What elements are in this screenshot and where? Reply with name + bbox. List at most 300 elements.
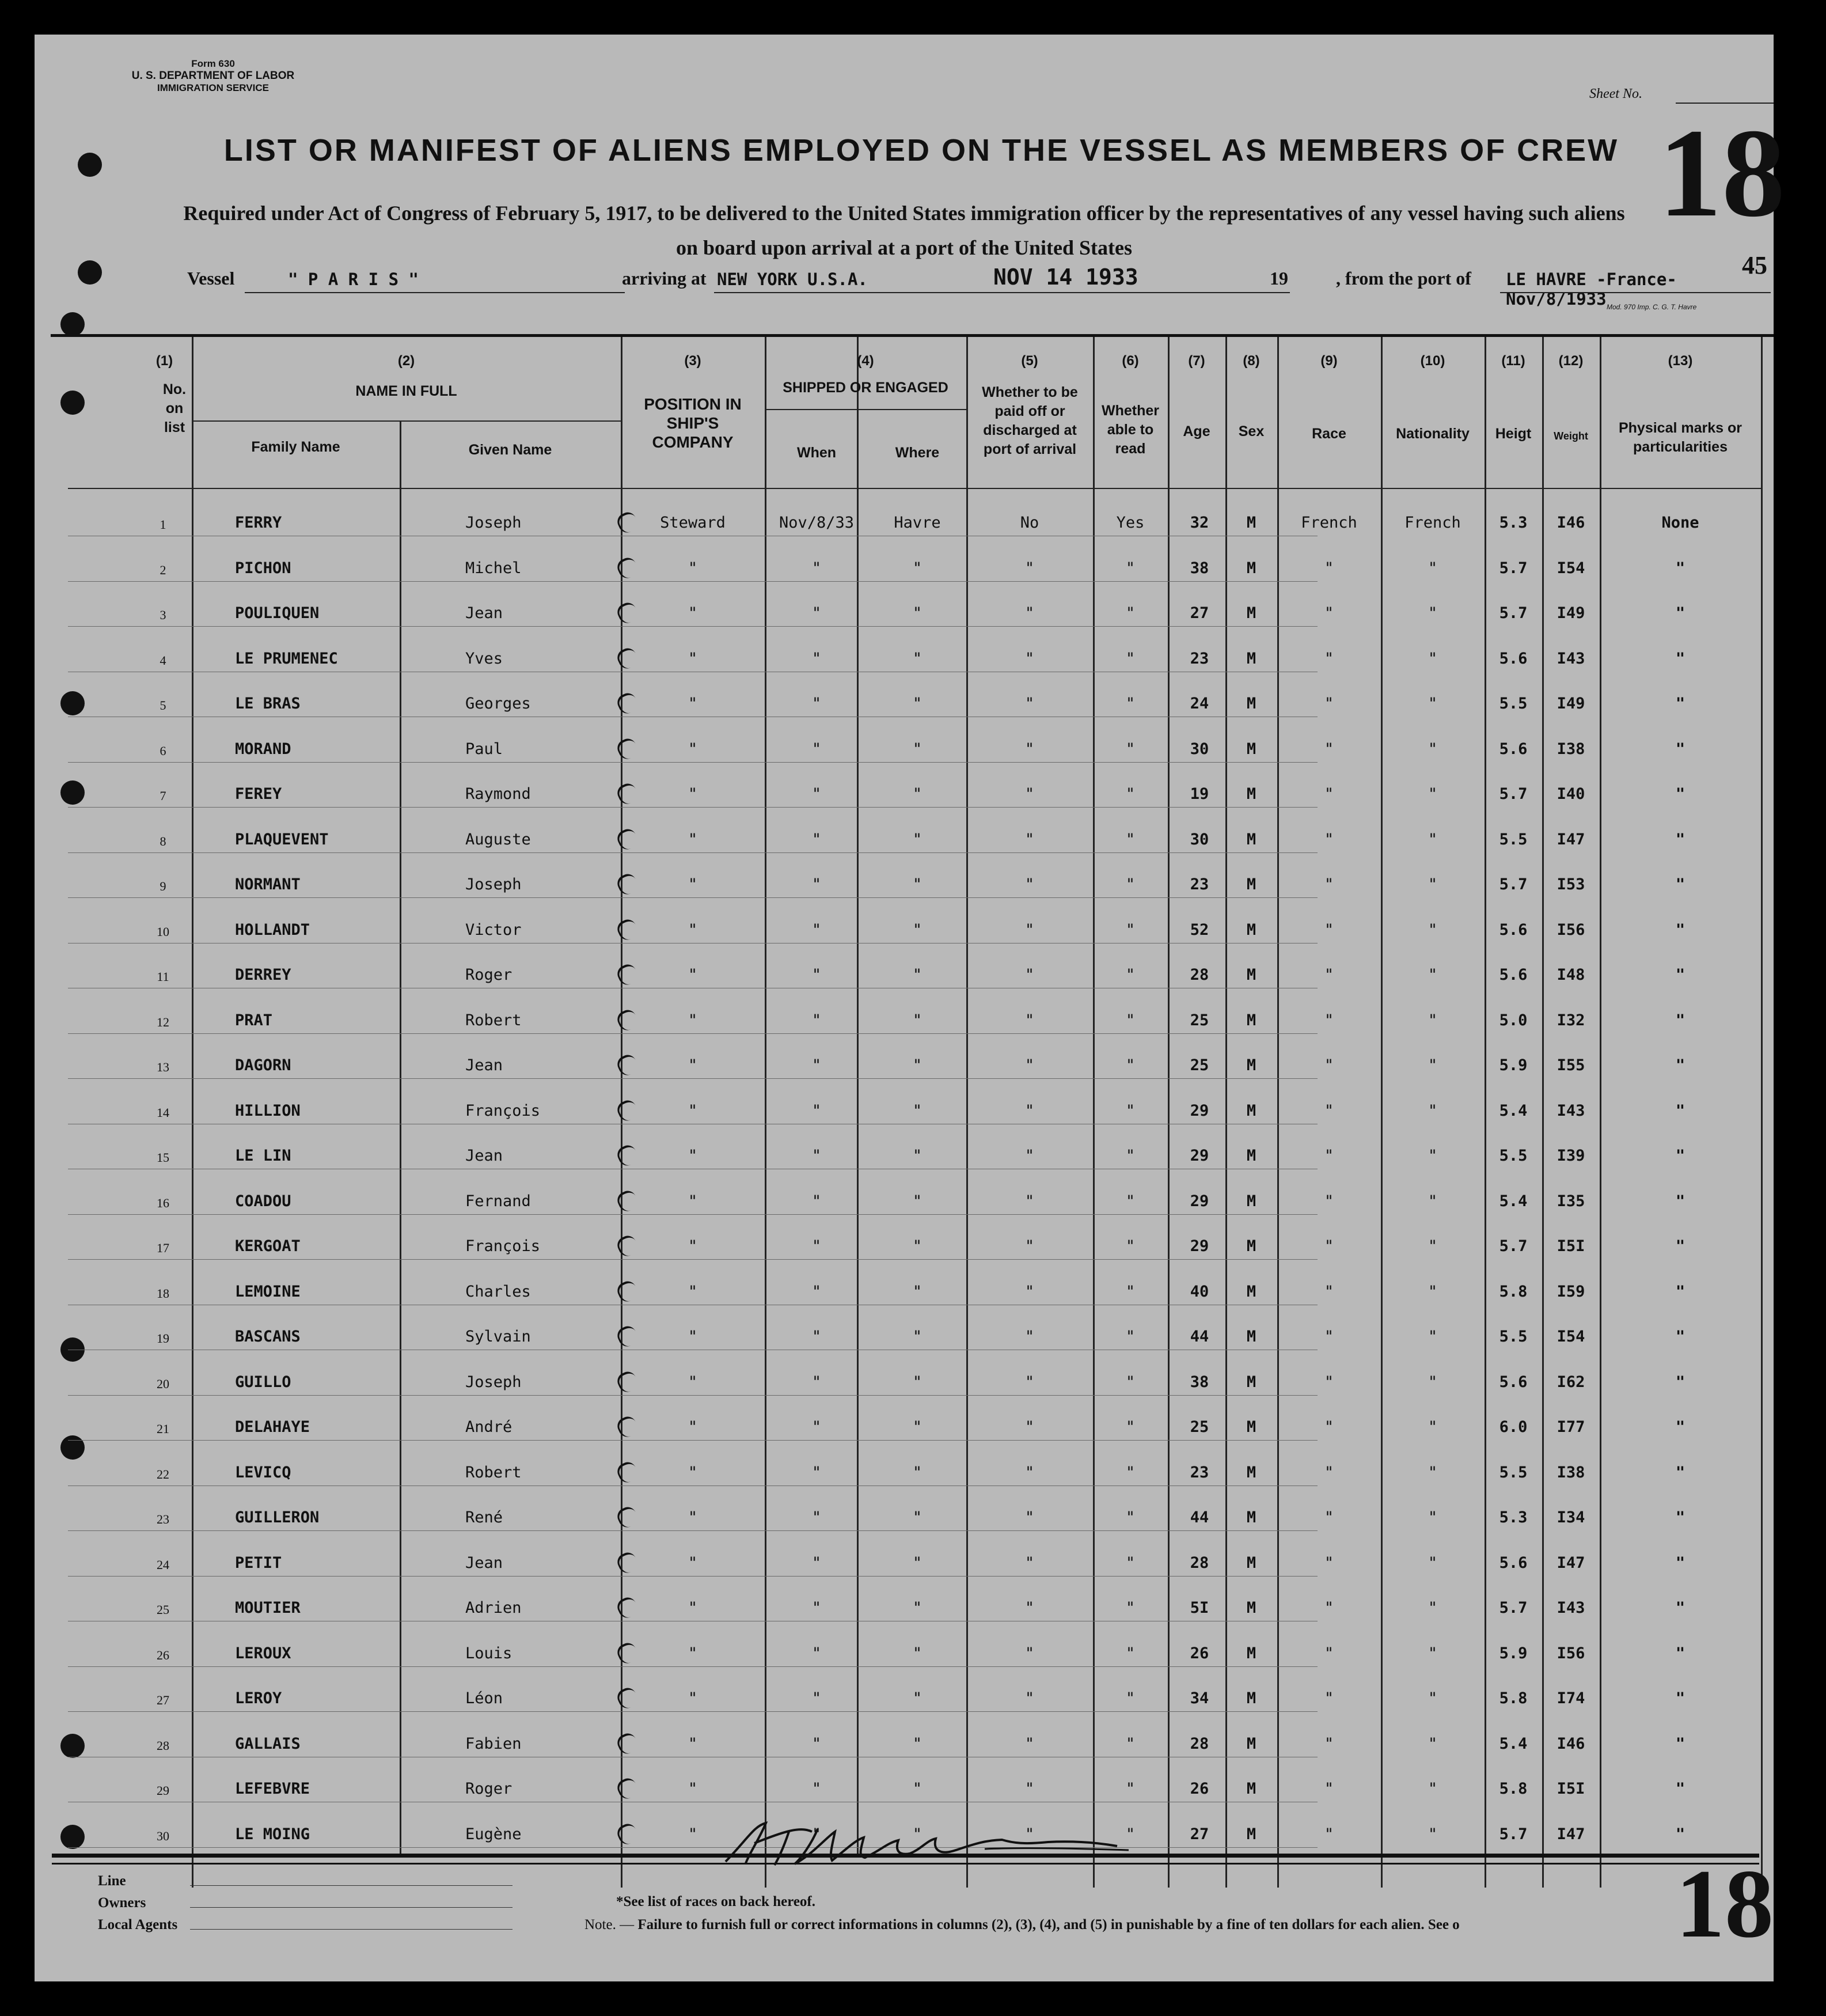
cell-position: " bbox=[688, 1463, 698, 1481]
year-label: 19 bbox=[1270, 268, 1288, 289]
cell-given: Fernand bbox=[465, 1192, 531, 1210]
cell-given: Raymond bbox=[465, 785, 531, 803]
cell-read: " bbox=[1125, 966, 1136, 984]
cell-family: HILLION bbox=[235, 1101, 301, 1120]
cell-marks: " bbox=[1675, 1780, 1685, 1798]
cell-race: " bbox=[1324, 1509, 1334, 1526]
cell-given: Jean bbox=[465, 1553, 503, 1572]
col-8-number: (8) bbox=[1243, 353, 1260, 369]
cell-family: BASCANS bbox=[235, 1328, 301, 1346]
cell-position: " bbox=[688, 1734, 698, 1753]
cell-no: 25 bbox=[157, 1602, 169, 1617]
cell-read: " bbox=[1125, 695, 1136, 713]
cell-nationality: " bbox=[1428, 876, 1438, 893]
cell-no: 19 bbox=[157, 1331, 169, 1346]
cell-where: " bbox=[912, 1780, 923, 1798]
cell-marks: " bbox=[1675, 1734, 1685, 1753]
cell-given: Yves bbox=[465, 649, 503, 668]
cell-weight: I59 bbox=[1557, 1282, 1585, 1301]
cell-height: 5.7 bbox=[1499, 785, 1528, 803]
col-2-number: (2) bbox=[397, 353, 415, 369]
cell-weight: I55 bbox=[1557, 1056, 1585, 1074]
binder-hole bbox=[60, 312, 85, 336]
cell-paid-off: " bbox=[1024, 649, 1035, 668]
cell-weight: I5I bbox=[1557, 1780, 1585, 1798]
cell-when: " bbox=[811, 1056, 822, 1074]
cell-paid-off: " bbox=[1024, 920, 1035, 939]
cell-height: 5.7 bbox=[1499, 1825, 1528, 1843]
cell-where: " bbox=[912, 830, 923, 848]
cell-read: " bbox=[1125, 1056, 1136, 1074]
cell-position: " bbox=[688, 1599, 698, 1617]
cell-family: KERGOAT bbox=[235, 1237, 301, 1255]
cell-sex: M bbox=[1246, 1780, 1256, 1798]
cell-nationality: " bbox=[1428, 604, 1438, 622]
cell-where: " bbox=[912, 1509, 923, 1526]
cell-no: 26 bbox=[157, 1647, 169, 1662]
cell-nationality: French bbox=[1404, 514, 1461, 532]
cell-sex: M bbox=[1246, 920, 1256, 939]
header-no-on-list: No. on list bbox=[162, 381, 187, 435]
cell-where: " bbox=[912, 1328, 923, 1346]
cell-family: FEREY bbox=[235, 785, 282, 803]
cell-nationality: " bbox=[1428, 1282, 1438, 1301]
cell-family: LE PRUMENEC bbox=[235, 649, 338, 668]
arrival-date-stamp: NOV 14 1933 bbox=[993, 264, 1138, 290]
cell-height: 5.5 bbox=[1499, 1463, 1528, 1481]
cell-no: 30 bbox=[157, 1828, 169, 1843]
cell-weight: I40 bbox=[1557, 785, 1585, 803]
col-12-number: (12) bbox=[1558, 353, 1584, 369]
cell-when: " bbox=[811, 1011, 822, 1029]
cell-sex: M bbox=[1246, 1282, 1256, 1301]
cell-where: " bbox=[912, 1237, 923, 1255]
cell-race: " bbox=[1324, 740, 1334, 758]
cell-sex: M bbox=[1246, 1734, 1256, 1753]
row-rule bbox=[68, 1711, 1318, 1712]
cell-sex: M bbox=[1246, 1192, 1256, 1210]
cell-age: 27 bbox=[1190, 1825, 1209, 1843]
cell-read: " bbox=[1125, 740, 1136, 758]
row-rule bbox=[68, 1666, 1318, 1667]
cell-given: Georges bbox=[465, 695, 531, 713]
cell-no: 13 bbox=[157, 1060, 169, 1074]
cell-weight: I38 bbox=[1557, 740, 1585, 758]
cell-race: " bbox=[1324, 1463, 1334, 1481]
cell-age: 24 bbox=[1190, 695, 1209, 713]
cell-age: 28 bbox=[1190, 966, 1209, 984]
cell-sex: M bbox=[1246, 1328, 1256, 1346]
row-rule bbox=[68, 1530, 1318, 1531]
cell-nationality: " bbox=[1428, 740, 1438, 758]
cell-when: " bbox=[811, 785, 822, 803]
cell-weight: I43 bbox=[1557, 1599, 1585, 1617]
cell-no: 6 bbox=[160, 743, 166, 758]
cell-marks: " bbox=[1675, 1689, 1685, 1707]
col-7-number: (7) bbox=[1188, 353, 1205, 369]
cell-position: " bbox=[688, 559, 698, 577]
cell-position: " bbox=[688, 1553, 698, 1572]
cell-race: " bbox=[1324, 559, 1334, 577]
cell-race: " bbox=[1324, 1147, 1334, 1165]
cell-height: 5.5 bbox=[1499, 695, 1528, 713]
cell-where: " bbox=[912, 559, 923, 577]
cell-family: FERRY bbox=[235, 514, 282, 532]
cell-weight: I47 bbox=[1557, 1825, 1585, 1843]
cell-read: " bbox=[1125, 1328, 1136, 1346]
row-rule bbox=[68, 897, 1318, 898]
cell-given: Fabien bbox=[465, 1734, 522, 1753]
sheet-label: Sheet No. bbox=[1589, 86, 1642, 101]
form-identifier bbox=[86, 58, 340, 94]
cell-position: " bbox=[688, 966, 698, 984]
cell-given: François bbox=[465, 1101, 541, 1120]
cell-read: " bbox=[1125, 559, 1136, 577]
cell-where: " bbox=[912, 1825, 923, 1843]
cell-race: " bbox=[1324, 1553, 1334, 1572]
cell-weight: I48 bbox=[1557, 966, 1585, 984]
cell-paid-off: " bbox=[1024, 559, 1035, 577]
cell-nationality: " bbox=[1428, 559, 1438, 577]
cell-weight: I54 bbox=[1557, 1328, 1585, 1346]
cell-given: Michel bbox=[465, 559, 522, 577]
cell-nationality: " bbox=[1428, 1147, 1438, 1165]
cell-given: Louis bbox=[465, 1644, 513, 1662]
cell-nationality: " bbox=[1428, 1373, 1438, 1391]
cell-paid-off: " bbox=[1024, 1011, 1035, 1029]
cell-family: GUILLO bbox=[235, 1373, 291, 1391]
cell-no: 2 bbox=[160, 562, 166, 577]
cell-paid-off: " bbox=[1024, 830, 1035, 848]
cell-when: " bbox=[811, 876, 822, 893]
cell-race: " bbox=[1324, 1373, 1334, 1391]
cell-sex: M bbox=[1246, 514, 1256, 532]
cell-no: 14 bbox=[157, 1105, 169, 1120]
printer-mark: Mod. 970 Imp. C. G. T. Havre bbox=[1607, 303, 1697, 311]
cell-family: LEROY bbox=[235, 1689, 282, 1707]
row-rule bbox=[68, 1033, 1318, 1034]
cell-given: Eugène bbox=[465, 1825, 522, 1843]
cell-paid-off: " bbox=[1024, 1553, 1035, 1572]
cell-family: PLAQUEVENT bbox=[235, 830, 329, 848]
cell-race: " bbox=[1324, 966, 1334, 984]
cell-sex: M bbox=[1246, 559, 1256, 577]
cell-family: MOUTIER bbox=[235, 1599, 301, 1617]
cell-position: " bbox=[688, 1237, 698, 1255]
col-3-number: (3) bbox=[684, 353, 701, 369]
cell-sex: M bbox=[1246, 1644, 1256, 1662]
cell-nationality: " bbox=[1428, 1599, 1438, 1617]
cell-age: 19 bbox=[1190, 785, 1209, 803]
cell-sex: M bbox=[1246, 785, 1256, 803]
cell-where: " bbox=[912, 604, 923, 622]
cell-paid-off: " bbox=[1024, 1101, 1035, 1120]
cell-marks: " bbox=[1675, 1282, 1685, 1301]
cell-given: Victor bbox=[465, 920, 522, 939]
cell-height: 5.6 bbox=[1499, 649, 1528, 668]
cell-race: " bbox=[1324, 876, 1334, 893]
cell-nationality: " bbox=[1428, 830, 1438, 848]
cell-position: " bbox=[688, 695, 698, 713]
col-1-number: (1) bbox=[155, 353, 173, 369]
cell-marks: " bbox=[1675, 1011, 1685, 1029]
cell-given: Joseph bbox=[465, 514, 522, 532]
cell-when: " bbox=[811, 1237, 822, 1255]
cell-where: " bbox=[912, 1689, 923, 1707]
cell-no: 24 bbox=[157, 1557, 169, 1572]
cell-when: " bbox=[811, 1780, 822, 1798]
cell-nationality: " bbox=[1428, 1553, 1438, 1572]
col-10-number: (10) bbox=[1420, 353, 1445, 369]
cell-height: 5.0 bbox=[1499, 1011, 1528, 1029]
cell-nationality: " bbox=[1428, 1780, 1438, 1798]
cell-age: 34 bbox=[1190, 1689, 1209, 1707]
cell-age: 28 bbox=[1190, 1734, 1209, 1753]
col-4-number: (4) bbox=[857, 353, 874, 369]
row-rule bbox=[68, 1259, 1318, 1260]
cell-when: " bbox=[811, 1373, 822, 1391]
col-11-number: (11) bbox=[1501, 353, 1525, 369]
cell-when: " bbox=[811, 1599, 822, 1617]
cell-age: 38 bbox=[1190, 1373, 1209, 1391]
cell-marks: " bbox=[1675, 1328, 1685, 1346]
cell-given: Joseph bbox=[465, 876, 522, 893]
cell-height: 5.7 bbox=[1499, 1237, 1528, 1255]
cell-position: " bbox=[688, 1644, 698, 1662]
cell-nationality: " bbox=[1428, 1509, 1438, 1526]
subtitle-line-2: on board upon arrival at a port of the United States bbox=[675, 236, 1133, 259]
row-rule bbox=[68, 1395, 1318, 1396]
cell-where: " bbox=[912, 876, 923, 893]
cell-where: " bbox=[912, 785, 923, 803]
cell-given: Jean bbox=[465, 604, 503, 622]
cell-family: LE BRAS bbox=[235, 695, 301, 713]
cell-marks: " bbox=[1675, 966, 1685, 984]
cell-no: 20 bbox=[157, 1376, 169, 1391]
cell-family: DELAHAYE bbox=[235, 1418, 310, 1436]
cell-nationality: " bbox=[1428, 1418, 1438, 1436]
cell-read: Yes bbox=[1116, 514, 1145, 532]
vessel-label: Vessel bbox=[187, 268, 235, 289]
cell-nationality: " bbox=[1428, 1101, 1438, 1120]
cell-weight: I46 bbox=[1557, 514, 1585, 532]
footer-agents-label: Local Agents bbox=[98, 1917, 178, 1932]
cell-weight: I39 bbox=[1557, 1147, 1585, 1165]
cell-age: 27 bbox=[1190, 604, 1209, 622]
cell-age: 26 bbox=[1190, 1780, 1209, 1798]
cell-no: 28 bbox=[157, 1738, 169, 1753]
cell-sex: M bbox=[1246, 1418, 1256, 1436]
cell-height: 5.4 bbox=[1499, 1734, 1528, 1753]
cell-paid-off: " bbox=[1024, 1734, 1035, 1753]
cell-sex: M bbox=[1246, 966, 1256, 984]
cell-marks: " bbox=[1675, 559, 1685, 577]
cell-nationality: " bbox=[1428, 1237, 1438, 1255]
cell-age: 32 bbox=[1190, 514, 1209, 532]
row-rule bbox=[68, 1576, 1318, 1577]
row-rule bbox=[68, 626, 1318, 627]
cell-height: 5.7 bbox=[1499, 604, 1528, 622]
cell-paid-off: " bbox=[1024, 1147, 1035, 1165]
row-rule bbox=[68, 1078, 1318, 1079]
cell-marks: " bbox=[1675, 1056, 1685, 1074]
header-able-to-read: Whether able to read bbox=[1102, 403, 1159, 457]
cell-read: " bbox=[1125, 1237, 1136, 1255]
cell-position: " bbox=[688, 876, 698, 893]
cell-height: 5.4 bbox=[1499, 1192, 1528, 1210]
cell-weight: I62 bbox=[1557, 1373, 1585, 1391]
cell-height: 5.3 bbox=[1499, 1509, 1528, 1526]
cell-race: " bbox=[1324, 1644, 1334, 1662]
cell-when: " bbox=[811, 966, 822, 984]
cell-marks: " bbox=[1675, 1192, 1685, 1210]
service-name: IMMIGRATION SERVICE bbox=[157, 82, 269, 93]
cell-sex: M bbox=[1246, 830, 1256, 848]
cell-read: " bbox=[1125, 1599, 1136, 1617]
header-height: Heigt bbox=[1495, 426, 1532, 442]
cell-when: " bbox=[811, 1418, 822, 1436]
cell-family: PETIT bbox=[235, 1553, 282, 1572]
col-9-number: (9) bbox=[1320, 353, 1338, 369]
cell-position: " bbox=[688, 1101, 698, 1120]
cell-marks: " bbox=[1675, 1418, 1685, 1436]
cell-weight: I54 bbox=[1557, 559, 1585, 577]
cell-race: " bbox=[1324, 695, 1334, 713]
cell-when: " bbox=[811, 1328, 822, 1346]
cell-read: " bbox=[1125, 1418, 1136, 1436]
cell-read: " bbox=[1125, 785, 1136, 803]
cell-when: " bbox=[811, 830, 822, 848]
cell-where: " bbox=[912, 1463, 923, 1481]
cell-read: " bbox=[1125, 1147, 1136, 1165]
cell-read: " bbox=[1125, 1689, 1136, 1707]
cell-where: " bbox=[912, 1599, 923, 1617]
cell-no: 29 bbox=[157, 1783, 169, 1798]
binder-hole bbox=[78, 153, 102, 177]
cell-marks: " bbox=[1675, 830, 1685, 848]
cell-where: " bbox=[912, 1101, 923, 1120]
arriving-label: arriving at bbox=[622, 268, 707, 289]
cell-where: " bbox=[912, 1373, 923, 1391]
cell-given: Robert bbox=[465, 1011, 522, 1029]
cell-height: 5.4 bbox=[1499, 1101, 1528, 1120]
cell-no: 4 bbox=[160, 653, 166, 668]
cell-paid-off: " bbox=[1024, 1780, 1035, 1798]
cell-read: " bbox=[1125, 649, 1136, 668]
footer-line-label: Line bbox=[98, 1873, 126, 1889]
cell-where: " bbox=[912, 649, 923, 668]
cell-given: André bbox=[465, 1418, 513, 1436]
cell-where: " bbox=[912, 1192, 923, 1210]
sheet-number-bottom: 18 bbox=[1676, 1850, 1774, 1958]
cell-position: " bbox=[688, 1056, 698, 1074]
cell-position: " bbox=[688, 785, 698, 803]
header-nationality: Nationality bbox=[1396, 426, 1470, 442]
cell-marks: " bbox=[1675, 1373, 1685, 1391]
signature bbox=[714, 1814, 1186, 1872]
cell-read: " bbox=[1125, 1825, 1136, 1843]
cell-no: 7 bbox=[160, 789, 166, 803]
cell-paid-off: " bbox=[1024, 785, 1035, 803]
header-shipped-or-engaged: SHIPPED OR ENGAGED bbox=[783, 380, 948, 396]
cell-age: 44 bbox=[1190, 1509, 1209, 1526]
cell-weight: I35 bbox=[1557, 1192, 1585, 1210]
cell-age: 5I bbox=[1190, 1599, 1209, 1617]
cell-position: " bbox=[688, 740, 698, 758]
cell-read: " bbox=[1125, 876, 1136, 893]
cell-position: " bbox=[688, 920, 698, 939]
cell-paid-off: " bbox=[1024, 740, 1035, 758]
cell-when: " bbox=[811, 1282, 822, 1301]
cell-height: 5.8 bbox=[1499, 1689, 1528, 1707]
cell-where: " bbox=[912, 695, 923, 713]
cell-family: GALLAIS bbox=[235, 1734, 301, 1753]
cell-family: HOLLANDT bbox=[235, 920, 310, 939]
cell-when: " bbox=[811, 649, 822, 668]
cell-read: " bbox=[1125, 1509, 1136, 1526]
cell-family: PRAT bbox=[235, 1011, 273, 1029]
cell-marks: " bbox=[1675, 1101, 1685, 1120]
cell-paid-off: " bbox=[1024, 695, 1035, 713]
cell-where: " bbox=[912, 1056, 923, 1074]
cell-read: " bbox=[1125, 1373, 1136, 1391]
manifest-page bbox=[35, 35, 1785, 1981]
cell-height: 6.0 bbox=[1499, 1418, 1528, 1436]
cell-when: " bbox=[811, 1644, 822, 1662]
cell-position: " bbox=[688, 1282, 698, 1301]
cell-race: French bbox=[1301, 514, 1357, 532]
cell-read: " bbox=[1125, 604, 1136, 622]
cell-marks: " bbox=[1675, 1553, 1685, 1572]
penalty-note bbox=[584, 1917, 1460, 1933]
header-name-in-full: NAME IN FULL bbox=[355, 383, 457, 399]
cell-when: " bbox=[811, 1825, 822, 1843]
cell-age: 29 bbox=[1190, 1147, 1209, 1165]
page-subtitle bbox=[58, 196, 1751, 265]
cell-height: 5.5 bbox=[1499, 1328, 1528, 1346]
cell-race: " bbox=[1324, 1825, 1334, 1843]
vessel-name: " P A R I S " bbox=[288, 270, 419, 289]
cell-sex: M bbox=[1246, 1056, 1256, 1074]
cell-race: " bbox=[1324, 1101, 1334, 1120]
cell-age: 30 bbox=[1190, 740, 1209, 758]
cell-paid-off: " bbox=[1024, 1192, 1035, 1210]
cell-race: " bbox=[1324, 1418, 1334, 1436]
cell-family: DERREY bbox=[235, 966, 291, 984]
cell-race: " bbox=[1324, 830, 1334, 848]
header-paid-off: Whether to be paid off or discharged at port of arrival bbox=[982, 384, 1078, 457]
cell-height: 5.7 bbox=[1499, 876, 1528, 893]
cell-family: NORMANT bbox=[235, 876, 301, 893]
row-rule bbox=[68, 1214, 1318, 1215]
col-5-number: (5) bbox=[1021, 353, 1038, 369]
cell-read: " bbox=[1125, 1101, 1136, 1120]
cell-nationality: " bbox=[1428, 1644, 1438, 1662]
row-rule bbox=[68, 807, 1318, 808]
cell-paid-off: " bbox=[1024, 1689, 1035, 1707]
cell-no: 5 bbox=[160, 698, 166, 713]
cell-family: POULIQUEN bbox=[235, 604, 320, 622]
cell-marks: " bbox=[1675, 1463, 1685, 1481]
cell-race: " bbox=[1324, 1734, 1334, 1753]
footer-owners-label: Owners bbox=[98, 1895, 146, 1911]
cell-weight: I43 bbox=[1557, 1101, 1585, 1120]
cell-when: " bbox=[811, 559, 822, 577]
cell-weight: I47 bbox=[1557, 830, 1585, 848]
cell-weight: I56 bbox=[1557, 1644, 1585, 1662]
cell-given: Jean bbox=[465, 1147, 503, 1165]
cell-height: 5.6 bbox=[1499, 1553, 1528, 1572]
